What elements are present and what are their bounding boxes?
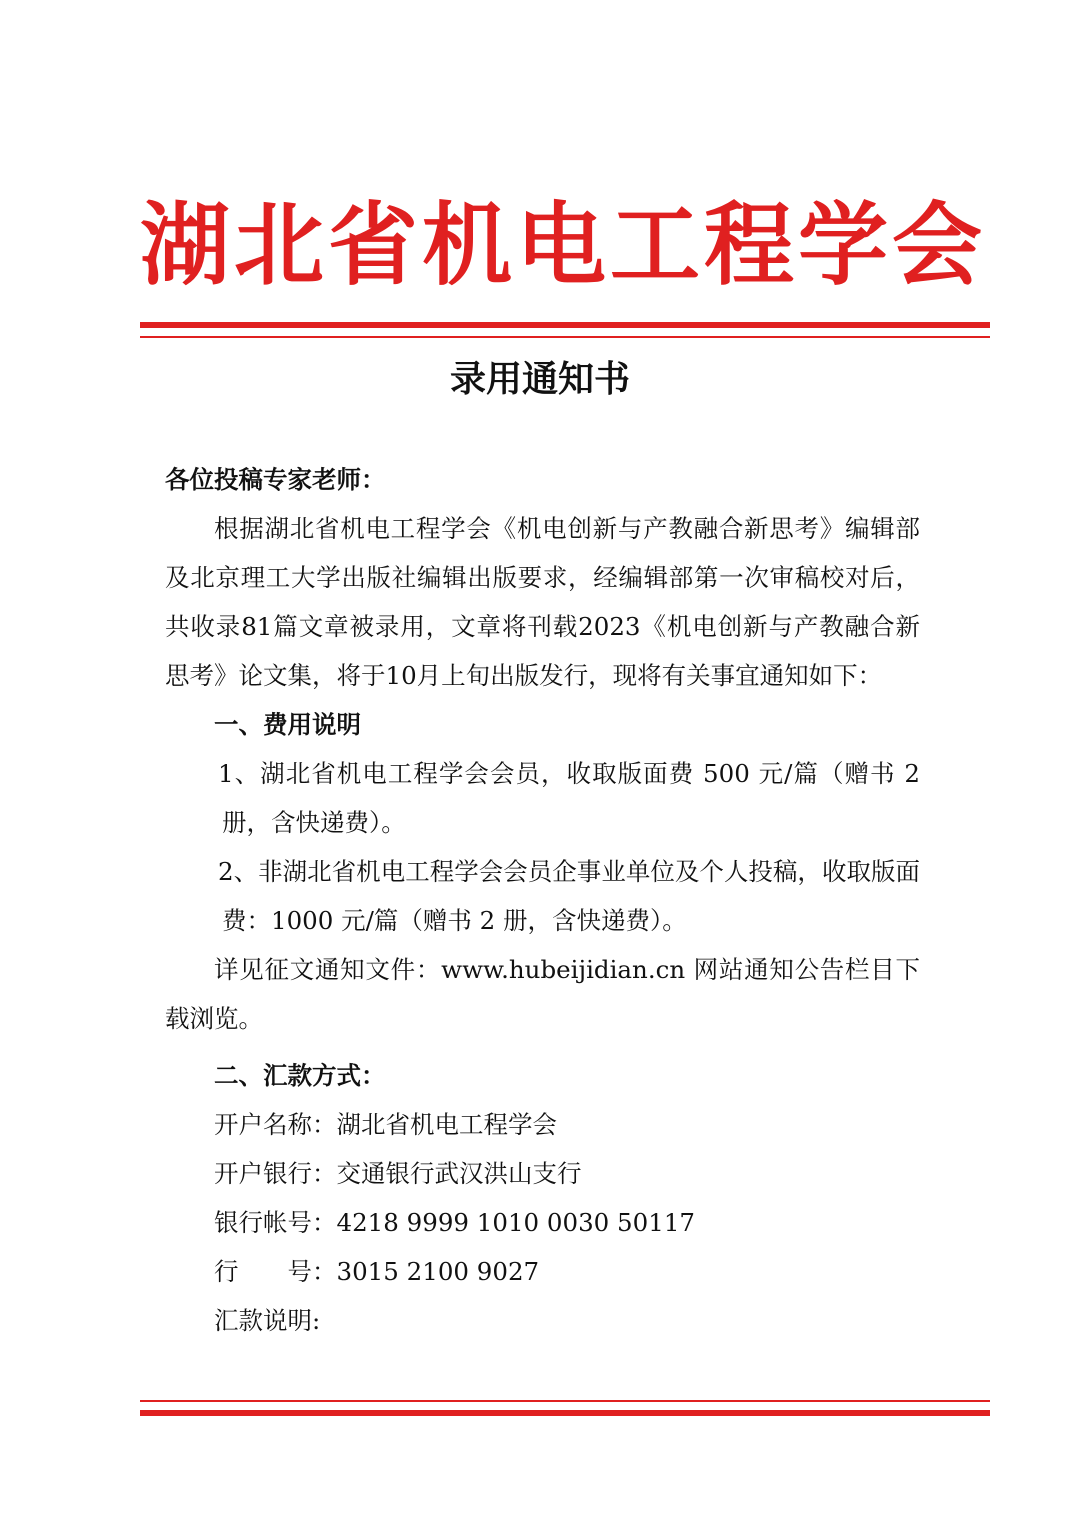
account-number-label: 银行帐号： [214, 1208, 337, 1237]
section-remittance-heading: 二、汇款方式： [214, 1061, 386, 1090]
footer-rule-thick [140, 1410, 990, 1416]
document-body [165, 455, 920, 1345]
bank-label: 开户银行： [214, 1159, 337, 1188]
bank-code-row [165, 1247, 920, 1296]
account-name-value: 湖北省机电工程学会 [336, 1110, 557, 1139]
remittance-note-label: 汇款说明: [214, 1306, 321, 1335]
footer-rule-thin [140, 1400, 990, 1402]
bank-value: 交通银行武汉洪山支行 [336, 1159, 582, 1188]
account-number-value: 4218 9999 1010 0030 50117 [336, 1208, 695, 1237]
salutation: 各位投稿专家老师： [165, 465, 386, 494]
header-rule-thick [140, 322, 990, 328]
remittance-note-row [165, 1296, 920, 1345]
document-title: 录用通知书 [449, 359, 630, 400]
fee-item-members: 1、湖北省机电工程学会会员，收取版面费 500 元/篇（赠书 2 册，含快递费）。 [218, 759, 920, 837]
bank-code-value: 3015 2100 9027 [336, 1257, 540, 1286]
account-number-row [165, 1198, 920, 1247]
fee-item-non-members: 2、非湖北省机电工程学会会员企事业单位及个人投稿，收取版面费：1000 元/篇（赠书 2 册，含快递费）。 [218, 857, 920, 935]
account-name-row [165, 1100, 920, 1149]
bank-code-label: 行 号： [214, 1257, 337, 1286]
section-fees-heading: 一、费用说明 [214, 710, 361, 739]
account-name-label: 开户名称： [214, 1110, 337, 1139]
org-name-heading: 湖北省机电工程学会 [140, 193, 986, 298]
bank-row [165, 1149, 920, 1198]
header-rule-thin [140, 336, 990, 338]
intro-paragraph: 根据湖北省机电工程学会《机电创新与产教融合新思考》编辑部及北京理工大学出版社编辑出版要求，经编辑部第一次审稿校对后，共收录81篇文章被录用，文章将刊载2023《机电创新与产教融合新思考》论文集，将于10月上旬出版发行，现将有关事宜通知如下： [165, 514, 920, 690]
details-note: 详见征文通知文件：www.hubeijidian.cn 网站通知公告栏目下载浏览。 [165, 955, 920, 1033]
